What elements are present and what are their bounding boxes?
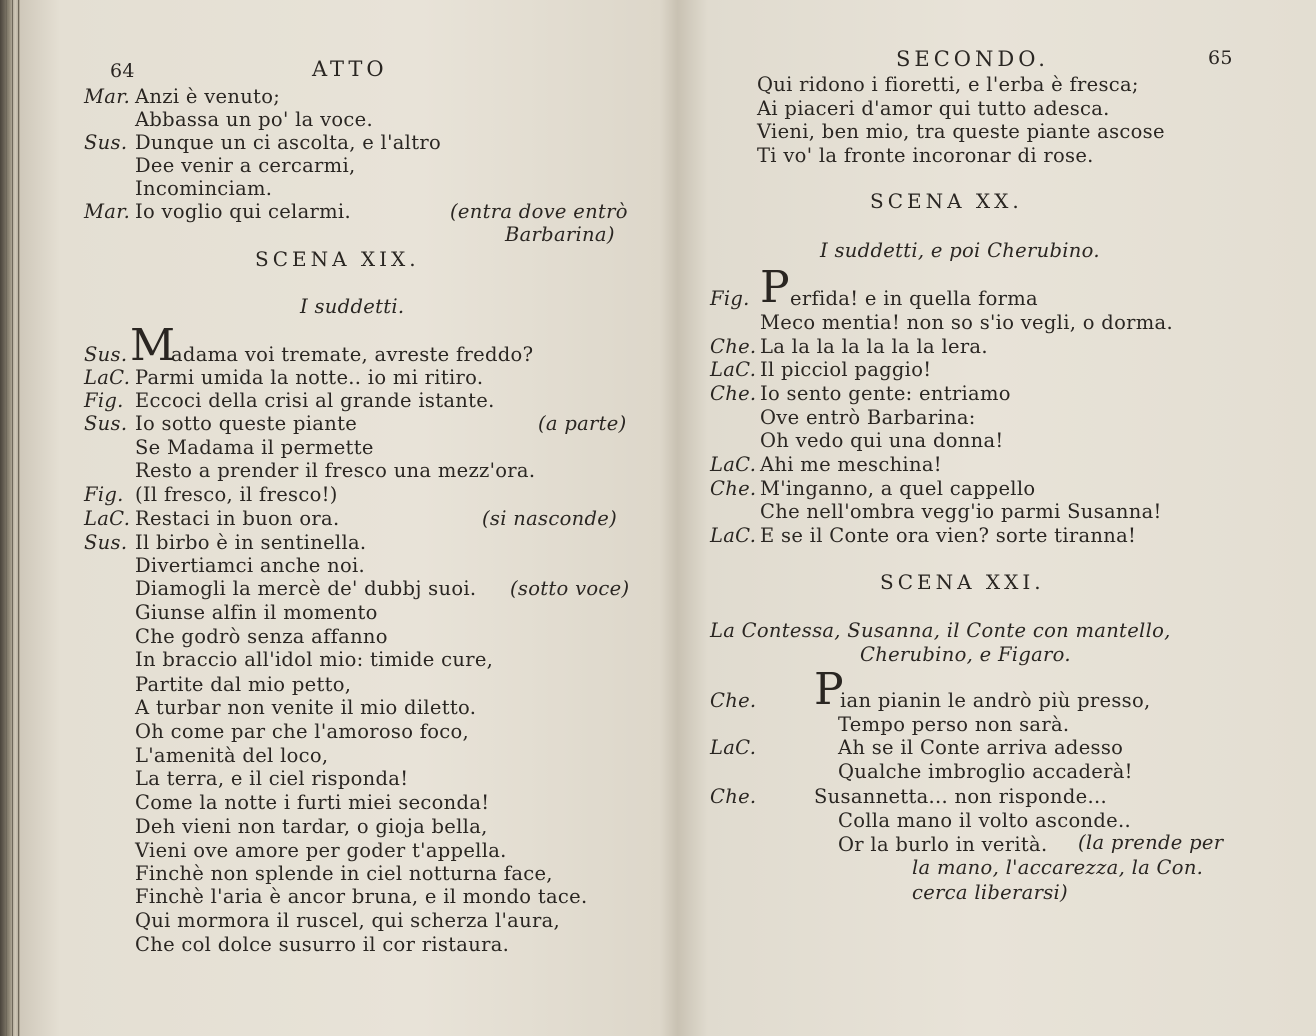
verse-line: Colla mano il volto asconde..: [838, 809, 1131, 832]
verse-line: Giunse alfin il momento: [135, 601, 378, 624]
speaker-name: Sus.: [84, 131, 128, 154]
verse-line: Vieni ove amore per goder t'appella.: [135, 839, 507, 862]
stage-direction: (a parte): [538, 412, 627, 435]
verse-line: Partite dal mio petto,: [135, 673, 352, 696]
scene-title: SCENA XX.: [870, 189, 1023, 213]
verse-line: Ti vo' la fronte incoronar di rose.: [757, 144, 1094, 167]
verse-line: La terra, e il ciel risponda!: [135, 767, 409, 790]
stage-direction: la mano, l'accarezza, la Con.: [912, 856, 1204, 879]
verse-line: L'amenità del loco,: [135, 744, 329, 767]
verse-line: Che nell'ombra vegg'io parmi Susanna!: [760, 500, 1162, 523]
speaker-name: LaC.: [710, 358, 757, 381]
verse-line: Eccoci della crisi al grande istante.: [135, 389, 495, 412]
verse-line: E se il Conte ora vien? sorte tiranna!: [760, 524, 1137, 547]
verse-line: Oh vedo qui una donna!: [760, 429, 1004, 452]
speaker-name: Che.: [710, 785, 757, 808]
scene-subtitle: Cherubino, e Figaro.: [860, 643, 1071, 666]
verse-line: Deh vieni non tardar, o gioja bella,: [135, 815, 488, 838]
verse-line: Se Madama il permette: [135, 436, 374, 459]
verse-line: Il picciol paggio!: [760, 358, 932, 381]
verse-line: Susannetta... non risponde...: [814, 785, 1108, 808]
speaker-name: Che.: [710, 689, 757, 712]
running-head: SECONDO.: [896, 47, 1049, 71]
verse-line: Ai piaceri d'amor qui tutto adesca.: [757, 97, 1110, 120]
verse-line: Finchè non splende in ciel notturna face,: [135, 862, 553, 885]
verse-line: Io sento gente: entriamo: [760, 382, 1011, 405]
verse-line: Qui mormora il ruscel, qui scherza l'aura,: [135, 909, 561, 932]
verse-line: Ove entrò Barbarina:: [760, 406, 976, 429]
verse-line: adama voi tremate, avreste freddo?: [171, 343, 534, 366]
verse-line: Qualche imbroglio accaderà!: [838, 760, 1133, 783]
verse-line: Finchè l'aria è ancor bruna, e il mondo tace.: [135, 885, 588, 908]
speaker-name: Fig.: [84, 483, 124, 506]
speaker-name: Sus.: [84, 531, 128, 554]
verse-line: Incominciam.: [135, 177, 273, 200]
verse-line: erfida! e in quella forma: [790, 287, 1038, 310]
drop-cap: P: [814, 664, 844, 715]
page-edge-line: [18, 0, 19, 1036]
verse-line: Dee venir a cercarmi,: [135, 154, 356, 177]
drop-cap: P: [760, 262, 790, 313]
speaker-name: LaC.: [84, 507, 131, 530]
verse-line: Tempo perso non sarà.: [838, 713, 1070, 736]
verse-line: (Il fresco, il fresco!): [135, 483, 338, 506]
verse-line: Che godrò senza affanno: [135, 625, 388, 648]
speaker-name: Che.: [710, 477, 757, 500]
speaker-name: Mar.: [84, 200, 131, 223]
speaker-name: LaC.: [84, 366, 131, 389]
verse-line: Parmi umida la notte.. io mi ritiro.: [135, 366, 484, 389]
verse-line: Come la notte i furti miei seconda!: [135, 791, 490, 814]
verse-line: Restaci in buon ora.: [135, 507, 340, 530]
speaker-name: Fig.: [84, 389, 124, 412]
verse-line: Vieni, ben mio, tra queste piante ascose: [757, 120, 1165, 143]
verse-line: Resto a prender il fresco una mezz'ora.: [135, 459, 536, 482]
verse-line: Meco mentia! non so s'io vegli, o dorma.: [760, 311, 1173, 334]
speaker-name: Fig.: [710, 287, 750, 310]
speaker-name: Che.: [710, 382, 757, 405]
verse-line: M'inganno, a quel cappello: [760, 477, 1036, 500]
verse-line: Divertiamci anche noi.: [135, 554, 366, 577]
verse-line: Anzi è venuto;: [135, 85, 281, 108]
speaker-name: LaC.: [710, 524, 757, 547]
verse-line: Qui ridono i fioretti, e l'erba è fresca;: [757, 73, 1139, 96]
verse-line: In braccio all'idol mio: timide cure,: [135, 648, 494, 671]
stage-direction: cerca liberarsi): [912, 881, 1068, 904]
page-number: 65: [1208, 47, 1233, 69]
verse-line: Dunque un ci ascolta, e l'altro: [135, 131, 441, 154]
verse-line: La la la la la la la lera.: [760, 335, 988, 358]
speaker-name: LaC.: [710, 453, 757, 476]
stage-direction: (sotto voce): [510, 577, 630, 600]
stage-direction: (si nasconde): [482, 507, 617, 530]
verse-line: Io sotto queste piante: [135, 412, 358, 435]
verse-line: ian pianin le andrò più presso,: [840, 689, 1151, 712]
drop-cap: M: [130, 320, 176, 371]
scene-subtitle: La Contessa, Susanna, il Conte con mantello,: [710, 619, 1171, 642]
page-edge-line: [6, 0, 7, 1036]
speaker-name: Sus.: [84, 412, 128, 435]
verse-line: Oh come par che l'amoroso foco,: [135, 720, 470, 743]
stage-direction: (la prende per: [1078, 831, 1224, 854]
verse-line: Abbassa un po' la voce.: [135, 108, 373, 131]
page-number: 64: [110, 60, 135, 82]
page-edge-line: [12, 0, 13, 1036]
speaker-name: Che.: [710, 335, 757, 358]
speaker-name: LaC.: [710, 736, 757, 759]
scene-title: SCENA XIX.: [255, 247, 420, 271]
verse-line: Il birbo è in sentinella.: [135, 531, 367, 554]
verse-line: Ah se il Conte arriva adesso: [838, 736, 1124, 759]
right-page: [678, 0, 1316, 1036]
verse-line: Io voglio qui celarmi.: [135, 200, 351, 223]
left-page: [20, 0, 678, 1036]
stage-direction: Barbarina): [505, 223, 615, 246]
verse-line: Or la burlo in verità.: [838, 833, 1048, 856]
scene-subtitle: I suddetti.: [300, 295, 405, 318]
stage-direction: (entra dove entrò: [450, 200, 628, 223]
scene-subtitle: I suddetti, e poi Cherubino.: [820, 239, 1100, 262]
verse-line: A turbar non venite il mio diletto.: [135, 696, 477, 719]
scene-title: SCENA XXI.: [880, 570, 1045, 594]
verse-line: Diamogli la mercè de' dubbj suoi.: [135, 577, 477, 600]
speaker-name: Sus.: [84, 343, 128, 366]
verse-line: Che col dolce susurro il cor ristaura.: [135, 933, 510, 956]
speaker-name: Mar.: [84, 85, 131, 108]
verse-line: Ahi me meschina!: [760, 453, 942, 476]
running-head: ATTO: [312, 57, 388, 81]
